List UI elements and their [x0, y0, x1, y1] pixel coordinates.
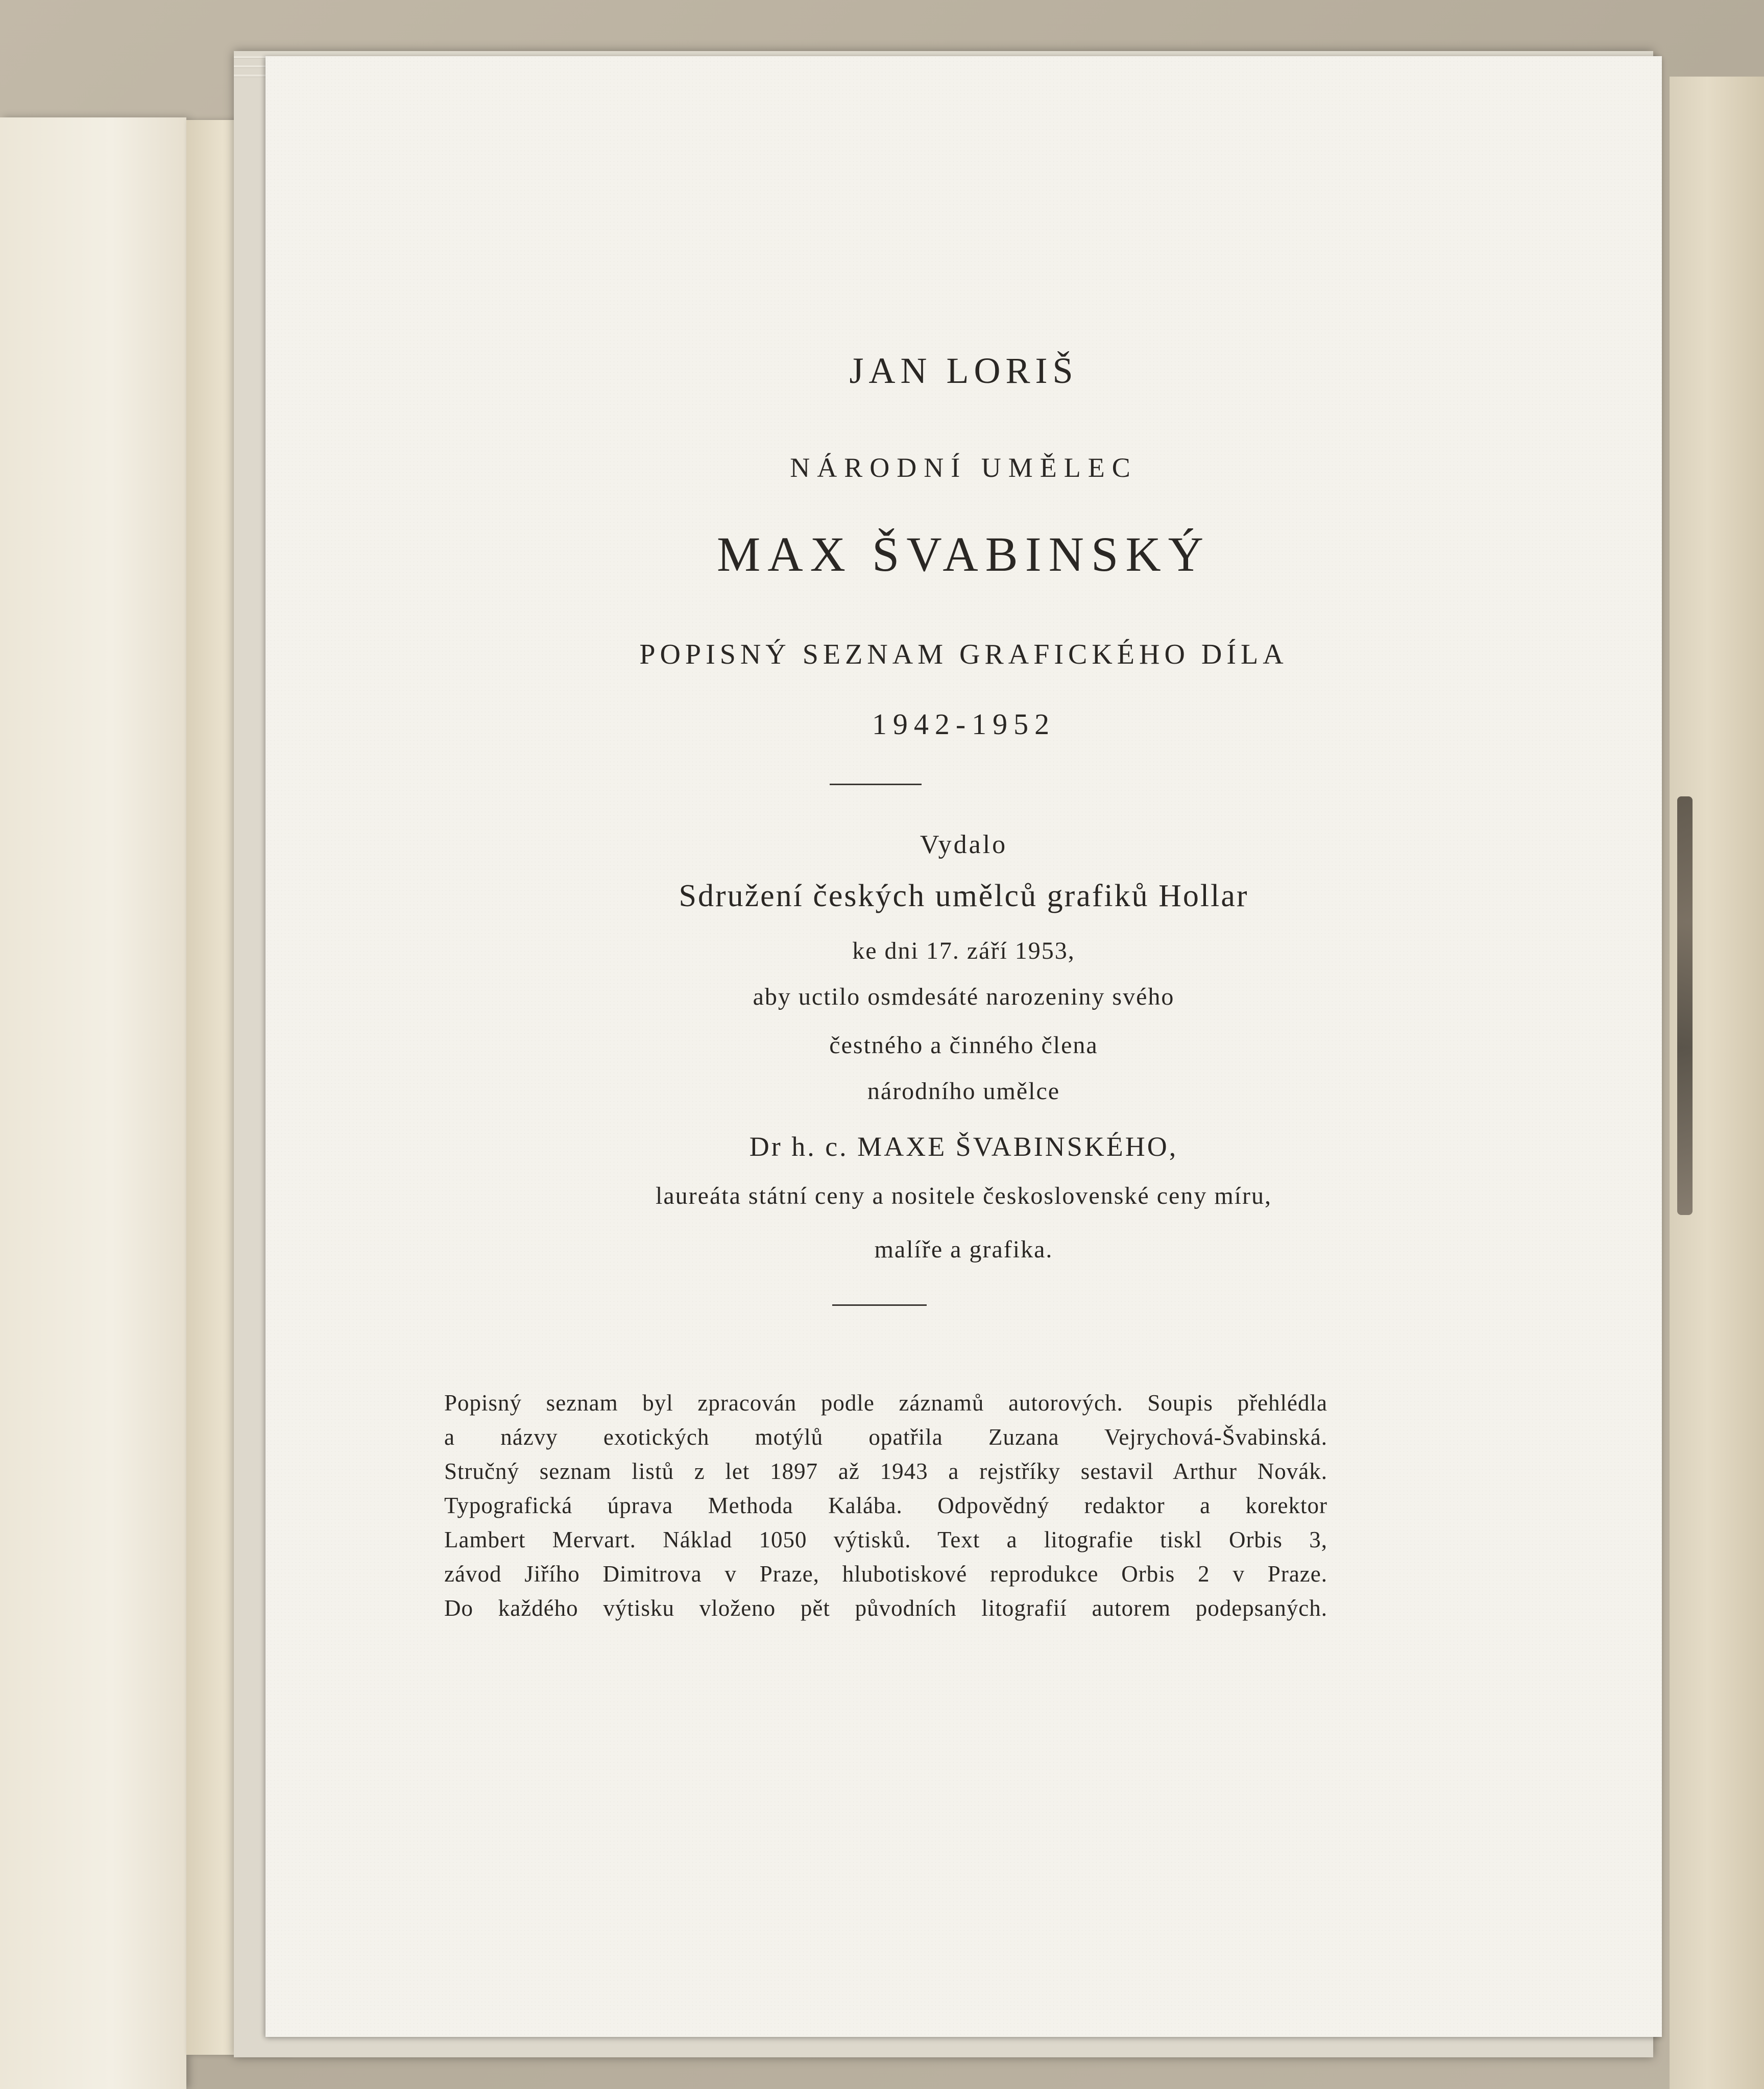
colophon-line: a názvy exotických motýlů opatřila Zuzana Vejrychová-Švabinská.	[444, 1424, 1327, 1450]
colophon-line: Typografická úprava Methoda Kalába. Odpovědný redaktor a korektor	[444, 1493, 1327, 1518]
book-title: MAX ŠVABINSKÝ	[716, 527, 1211, 581]
colophon-line: závod Jiřího Dimitrova v Praze, hlubotiskové reprodukce Orbis 2 v Praze.	[444, 1561, 1327, 1587]
publication-line: laureáta státní ceny a nositele československé ceny míru,	[656, 1182, 1272, 1209]
book-subtitle: POPISNÝ SEZNAM GRAFICKÉHO DÍLA	[639, 639, 1288, 670]
divider-rule	[830, 784, 922, 785]
colophon-line: Stručný seznam listů z let 1897 až 1943 a rejstříky sestavil Arthur Novák.	[444, 1459, 1327, 1484]
colophon	[444, 1386, 1327, 1625]
publisher-name: Sdružení českých umělců grafiků Hollar	[679, 879, 1249, 913]
publication-line: Vydalo	[920, 830, 1008, 859]
publication-line: čestného a činného člena	[829, 1032, 1098, 1059]
author-name: JAN LORIŠ	[849, 350, 1078, 391]
publication-line: malíře a grafika.	[874, 1236, 1053, 1263]
year-range: 1942-1952	[872, 708, 1056, 741]
left-portfolio-cover	[0, 117, 186, 2089]
colophon-line: Popisný seznam byl zpracován podle záznamů autorových. Soupis přehlédla	[444, 1390, 1327, 1416]
torn-edge	[1677, 796, 1693, 1215]
publication-line: aby uctilo osmdesáté narozeniny svého	[753, 983, 1175, 1010]
colophon-line: Lambert Mervart. Náklad 1050 výtisků. Text a litografie tiskl Orbis 3,	[444, 1527, 1327, 1552]
colophon-line: Do každého výtisku vloženo pět původních litografií autorem podepsaných.	[444, 1595, 1327, 1621]
honoree-name: Dr h. c. MAXE ŠVABINSKÉHO,	[749, 1131, 1178, 1162]
divider-rule	[832, 1304, 927, 1306]
title-page	[265, 56, 1662, 2037]
publication-line: ke dni 17. září 1953,	[852, 937, 1075, 964]
publication-line: národního umělce	[867, 1078, 1060, 1105]
honorific: NÁRODNÍ UMĚLEC	[790, 452, 1138, 483]
